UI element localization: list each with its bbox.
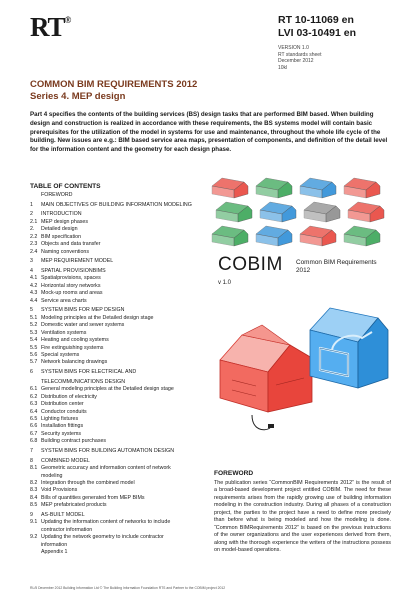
toc-entry (30, 549, 220, 556)
toc-entry-label: BIM specification (41, 233, 82, 240)
document-title (30, 79, 197, 103)
page-footer: RL/5 December 2012 Building Information Ltd © The Building Information Foundation RTS and Partner to the COBIM project 2012 (30, 586, 226, 590)
toc-entry-label: Fire extinguishing systems (41, 344, 104, 351)
code-rt: RT 10-11069 en (278, 14, 354, 26)
toc-entry-label: Installation fittings (41, 423, 84, 430)
cobim-version: v 1.0 (218, 280, 232, 286)
toc-entry (30, 527, 220, 534)
toc-entry-label: Naming conventions (41, 248, 89, 255)
toc-entry-number: 8 (30, 457, 33, 464)
toc-entry-number: 6.6 (30, 423, 38, 430)
toc-entry (30, 542, 220, 549)
cobim-subtitle (296, 259, 377, 275)
toc-entry-label: Network balancing drawings (41, 359, 108, 366)
house-thumbnail-icon (256, 178, 292, 198)
house-thumbnail-icon (300, 178, 336, 198)
toc-entry (30, 480, 220, 487)
toc-entry-label: Objects and data transfer (41, 241, 101, 248)
toc-entry-label: Spatialprovisions, spaces (41, 275, 101, 282)
toc-entry (30, 192, 220, 199)
toc-entry-number: 4.4 (30, 297, 38, 304)
toc-entry (30, 307, 220, 314)
toc-entry (30, 465, 220, 472)
red-house-icon (220, 325, 312, 430)
cobim-word: COBIM (218, 254, 283, 275)
toc-entry-number (30, 527, 41, 534)
toc-entry-number (30, 192, 41, 199)
toc-entry-label: Building contract purchases (41, 438, 107, 445)
toc-entry-label: FOREWORD (41, 192, 73, 198)
title-line-1: COMMON BIM REQUIREMENTS 2012 (30, 79, 198, 90)
toc-entry-number: 5.4 (30, 337, 38, 344)
toc-entry (30, 234, 220, 241)
toc-entry (30, 423, 220, 430)
toc-entry-number: 4.1 (30, 275, 38, 282)
toc-entry (30, 290, 220, 297)
toc-entry-label: Special systems (41, 352, 80, 358)
house-thumbnail-icon (260, 202, 296, 222)
foreword-title: FOREWORD (214, 470, 254, 477)
toc-entry (30, 330, 220, 337)
toc-entry (30, 315, 220, 322)
house-thumbnail-icon (344, 178, 380, 198)
toc-entry-number: 1 (30, 201, 33, 208)
toc-entry-label: Updating the network geometry to include contractor (41, 534, 164, 541)
toc-entry-number: 5.5 (30, 344, 38, 351)
toc-entry (30, 502, 220, 509)
toc-entry-label: Bills of quantities generated from MEP BIMs (41, 494, 145, 501)
house-thumbnail-icon (212, 178, 248, 198)
toc-entry (30, 219, 220, 226)
toc-entry-label: SYSTEM BIMS FOR MEP DESIGN (41, 307, 125, 314)
blue-house-icon (310, 308, 388, 388)
toc-entry-number: 5.3 (30, 329, 38, 336)
toc-entry-number: 9.2 (30, 534, 38, 541)
toc-entry-number: 2 (30, 211, 33, 218)
toc-entry-number: 2.3 (30, 241, 38, 248)
toc-entry (30, 386, 220, 393)
house-models-illustration (210, 176, 390, 252)
toc-entry-number: 6.7 (30, 430, 38, 437)
house-thumbnail-icon (344, 226, 380, 246)
toc-entry-label: Detailed design (41, 226, 78, 233)
toc-entry-number: 8.3 (30, 487, 38, 494)
toc-entry-label: SYSTEM BIMS FOR ELECTRICAL AND (41, 369, 137, 376)
toc-entry-label: MEP prefabricated products (41, 502, 107, 509)
toc-entry-number: 3 (30, 258, 33, 265)
cobim-subtitle-line: 2012 (296, 267, 311, 274)
toc-entry-number: 8.1 (30, 465, 38, 472)
toc-entry (30, 369, 220, 376)
toc-entry (30, 249, 220, 256)
toc-entry-label: Geometric accuracy and information content of network (41, 465, 171, 472)
toc-entry-number: 6.2 (30, 393, 38, 400)
toc-entry (30, 241, 220, 248)
house-thumbnail-icon (300, 226, 336, 246)
toc-entry-number (30, 473, 41, 480)
title-line-2: Series 4. MEP design (30, 91, 126, 102)
toc-entry (30, 258, 220, 265)
toc-entry-number: 5.2 (30, 322, 38, 329)
house-thumbnail-icon (348, 202, 384, 222)
toc-entry-label: Domestic water and sewer systems (41, 322, 125, 329)
toc-entry-number: 8.2 (30, 480, 38, 486)
toc-entry (30, 416, 220, 423)
cobim-logo (218, 254, 283, 276)
toc-entry-number: 7 (30, 448, 33, 454)
toc-entry-number: 2. (30, 226, 35, 233)
toc-entry-label: Horizontal story networks (41, 282, 101, 289)
toc-entry-label: INTRODUCTION (41, 211, 82, 218)
toc-entry (30, 352, 220, 359)
toc-entry-label: TELECOMMUNICATIONS DESIGN (41, 378, 126, 385)
toc-entry (30, 345, 220, 352)
toc-entry (30, 202, 220, 209)
toc-entry-label: Appendix 1 (41, 549, 68, 556)
toc-entry-label: Distribution center (41, 401, 84, 408)
house-thumbnail-icon (256, 226, 292, 246)
toc-entry (30, 283, 220, 290)
toc-entry (30, 409, 220, 416)
code-lvi: LVI 03-10491 en (278, 27, 357, 39)
cobim-subtitle-line: Common BIM Requirements (296, 259, 377, 266)
toc-entry-number: 4.3 (30, 290, 38, 297)
toc-entry-label: Security systems (41, 430, 82, 437)
toc-entry-label: Distribution of electricity (41, 393, 97, 400)
meta-line: 10kl (278, 64, 288, 71)
toc-entry-number: 5.1 (30, 314, 38, 321)
meta-line: RT standards sheet (278, 51, 322, 58)
toc-entry (30, 473, 220, 480)
toc-entry (30, 226, 220, 233)
toc-entry-number: 5.7 (30, 359, 38, 366)
toc-entry-label: SYSTEM BIMS FOR BUILDING AUTOMATION DESIGN (41, 448, 175, 454)
toc-entry (30, 401, 220, 408)
toc-entry-label: Conductor conduits (41, 408, 87, 415)
toc-entry (30, 519, 220, 526)
toc-entry-label: Ventilation systems (41, 329, 87, 336)
toc-entry-label: Void Provisions (41, 487, 78, 494)
toc-entry (30, 337, 220, 344)
toc-entry (30, 394, 220, 401)
house-thumbnail-icon (216, 202, 252, 222)
toc-entry (30, 211, 220, 218)
meta-line: VERSION 1.0 (278, 45, 309, 51)
foreword-text: The publication series “CommonBIM Requirements 2012” is the result of a broad-based development project entitled COBIM. The need for these requirements arises from the rapidly growing use of building information modeling in the construction industry. During all phases of a construction project, the parties to the project have a need to define more precisely than before what is being modeled and how the modeling is done. “Common BIMRequirements 2012” is based on the previous instructions of the owner organizations and the user experiences derived from them, along with the thorough experience the writers of the instructions possess on model-based operations. (214, 480, 391, 554)
toc-entry-number (30, 379, 41, 386)
toc-entry-label: Updating the information content of networks to include (41, 519, 171, 526)
toc-entry (30, 495, 220, 502)
house-thumbnail-icon (212, 226, 248, 246)
toc-entry-label: General modeling principles at the Detailed design stage (41, 386, 174, 393)
version-meta (278, 45, 390, 71)
toc-entry-label: Service area charts (41, 297, 87, 304)
toc-entry (30, 275, 220, 282)
toc-entry-number: 2.1 (30, 218, 38, 225)
toc-entry (30, 458, 220, 465)
toc-entry-number: 6.4 (30, 408, 38, 415)
toc-entry-number: 5 (30, 307, 33, 314)
toc-entry (30, 431, 220, 438)
toc-entry-number: 6 (30, 369, 33, 376)
toc-title: TABLE OF CONTENTS (30, 183, 101, 190)
toc-entry (30, 379, 220, 386)
toc-entry-label: information (41, 541, 68, 548)
toc-entry-number: 6.3 (30, 401, 38, 408)
toc-entry-number: 8.5 (30, 502, 38, 509)
toc-entry-number: 6.1 (30, 386, 38, 393)
toc-entry-number: 4.2 (30, 282, 38, 289)
intro-paragraph: Part 4 specifies the contents of the building services (BS) design tasks that are performed BIM based. When building design and construction is realized in accordance with these requirements, the BS systems model will contain basic prerequisites for the utilization of the model in systems for use and maintenance, throughout the whole life cycle of the building. New issues are e.g.: BIM based service area maps, presentation of components, and definition of the detail level for the information content and the geometry for each design phase. (30, 111, 388, 154)
toc-entry (30, 298, 220, 305)
rt-logo: RT® (30, 12, 71, 42)
toc-entry (30, 534, 220, 541)
table-of-contents (30, 192, 220, 557)
toc-entry-label: contractor information (41, 526, 93, 533)
toc-entry (30, 322, 220, 329)
toc-entry-label: AS-BUILT MODEL (41, 512, 85, 518)
toc-entry-label: COMBINED MODEL (41, 457, 90, 464)
toc-entry-label: Heating and cooling systems (41, 337, 109, 344)
toc-entry-number: 2.2 (30, 233, 38, 240)
toc-entry-label: MEP REQUIREMENT MODEL (41, 258, 114, 265)
toc-entry-number: 6.5 (30, 416, 38, 422)
toc-entry-label: SPATIAL PROVISIONBIMS (41, 267, 106, 274)
toc-entry (30, 359, 220, 366)
document-codes (278, 14, 390, 71)
toc-entry (30, 448, 220, 455)
toc-entry (30, 268, 220, 275)
house-thumbnail-icon (304, 202, 340, 222)
toc-entry-label: MAIN OBJECTIVES OF BUILDING INFORMATION MODELING (41, 201, 192, 208)
mep-house-illustration (212, 290, 390, 450)
toc-entry (30, 438, 220, 445)
toc-entry (30, 512, 220, 519)
toc-entry-number: 6.8 (30, 438, 38, 445)
meta-line: December 2012 (278, 58, 314, 64)
toc-entry-label: MEP design phases (41, 218, 89, 225)
toc-entry-number: 9 (30, 512, 33, 518)
toc-entry-label: Mock-up rooms and areas (41, 290, 103, 297)
toc-entry-label: Modeling principles at the Detailed design stage (41, 314, 154, 321)
toc-entry-label: Lighting fixtures (41, 416, 79, 422)
toc-entry-number: 4 (30, 267, 33, 274)
toc-entry-number (30, 549, 41, 556)
toc-entry-number: 9.1 (30, 519, 38, 526)
toc-entry-label: modeling (41, 472, 63, 479)
toc-entry-label: Integration through the combined model (41, 480, 135, 486)
toc-entry-number: 5.6 (30, 352, 38, 358)
toc-entry-number: 8.4 (30, 494, 38, 501)
toc-entry-number (30, 542, 41, 549)
toc-entry-number: 2.4 (30, 248, 38, 255)
toc-entry (30, 487, 220, 494)
